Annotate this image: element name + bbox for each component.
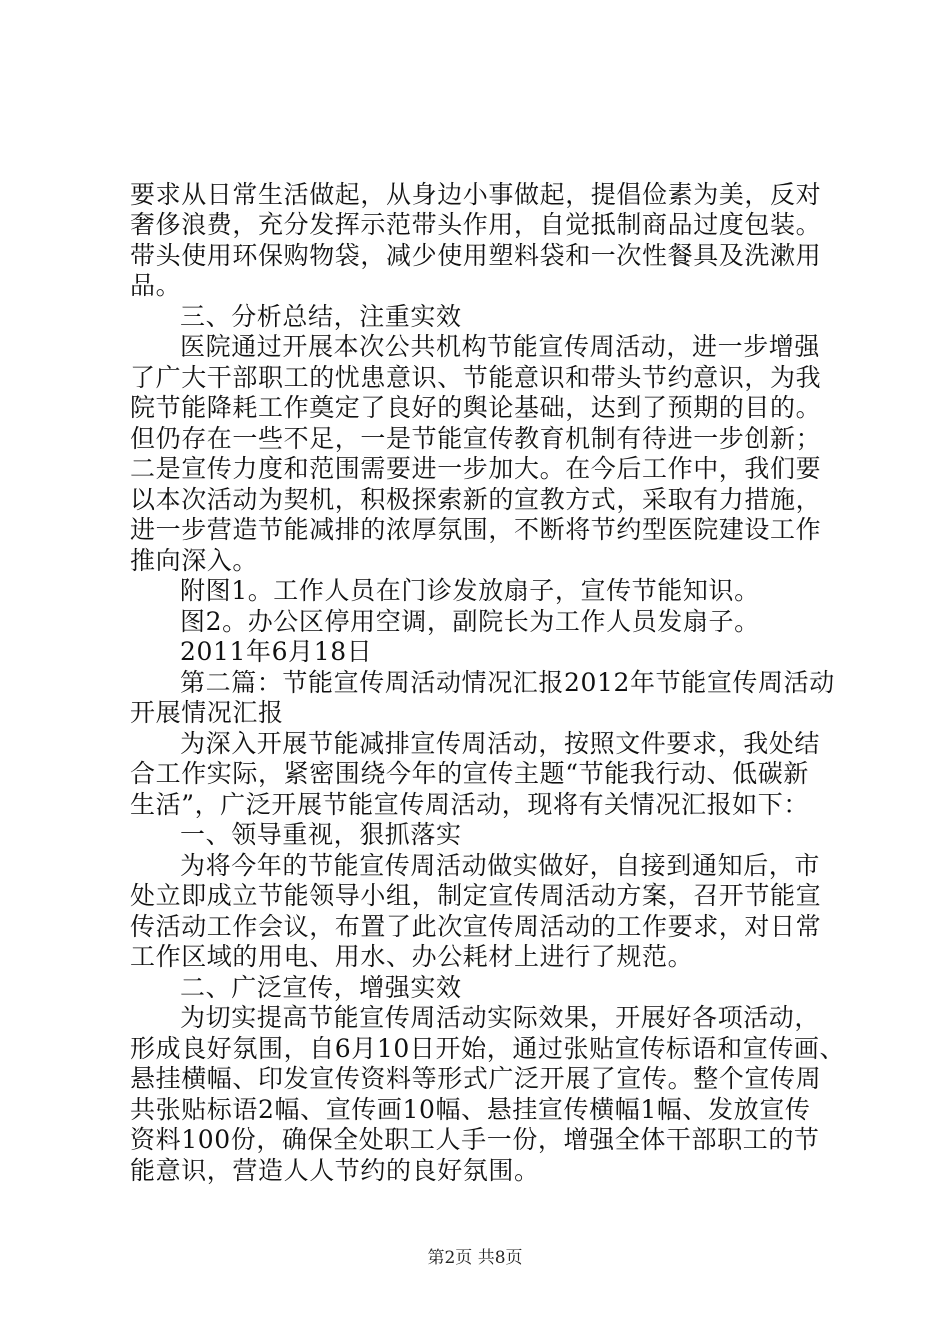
text-line: 推向深入。 (130, 546, 259, 575)
text-line: 二是宣传力度和范围需要进一步加大。在今后工作中，我们要 (130, 454, 822, 483)
text-line: 以本次活动为契机，积极探索新的宣教方式，采取有力措施， (130, 485, 822, 514)
text-line: 但仍存在一些不足，一是节能宣传教育机制有待进一步创新； (130, 424, 822, 453)
section-title: 开展情况汇报 (130, 698, 284, 727)
text-line: 共张贴标语2幅、宣传画10幅、悬挂宣传横幅1幅、发放宣传 (130, 1095, 811, 1124)
date-line: 2011年6月18日 (180, 637, 373, 666)
text-line: 进一步营造节能减排的浓厚氛围，不断将节约型医院建设工作 (130, 515, 822, 544)
section-title: 第二篇：节能宣传周活动情况汇报2012年节能宣传周活动 (180, 668, 835, 697)
text-line: 奢侈浪费，充分发挥示范带头作用，自觉抵制商品过度包装。 (130, 210, 822, 239)
text-line: 形成良好氛围，自6月10日开始，通过张贴宣传标语和宣传画、 (130, 1034, 846, 1063)
text-line: 悬挂横幅、印发宣传资料等形式广泛开展了宣传。整个宣传周 (130, 1064, 822, 1093)
text-line: 医院通过开展本次公共机构节能宣传周活动，进一步增强 (180, 332, 821, 361)
text-line: 带头使用环保购物袋，减少使用塑料袋和一次性餐具及洗漱用 (130, 241, 822, 270)
figure-caption: 附图1。工作人员在门诊发放扇子，宣传节能知识。 (180, 576, 760, 605)
section-heading: 一、领导重视，狠抓落实 (180, 820, 462, 849)
text-line: 能意识，营造人人节约的良好氛围。 (130, 1156, 540, 1185)
text-line: 院节能降耗工作奠定了良好的舆论基础，达到了预期的目的。 (130, 393, 822, 422)
text-line: 为切实提高节能宣传周活动实际效果，开展好各项活动， (180, 1003, 821, 1032)
text-line: 资料100份，确保全处职工人手一份，增强全体干部职工的节 (130, 1125, 820, 1154)
text-line: 合工作实际，紧密围绕今年的宣传主题“节能我行动、低碳新 (130, 759, 809, 788)
text-line: 传活动工作会议，布置了此次宣传周活动的工作要求，对日常 (130, 912, 822, 941)
text-line: 处立即成立节能领导小组，制定宣传周活动方案，召开节能宣 (130, 881, 822, 910)
section-heading: 二、广泛宣传，增强实效 (180, 973, 462, 1002)
text-line: 了广大干部职工的忧患意识、节能意识和带头节约意识，为我 (130, 363, 822, 392)
text-line: 生活”，广泛开展节能宣传周活动，现将有关情况汇报如下： (130, 790, 809, 819)
text-line: 为深入开展节能减排宣传周活动，按照文件要求，我处结 (180, 729, 821, 758)
section-heading: 三、分析总结，注重实效 (180, 302, 462, 331)
text-line: 要求从日常生活做起，从身边小事做起，提倡俭素为美，反对 (130, 180, 822, 209)
text-line: 为将今年的节能宣传周活动做实做好，自接到通知后，市 (180, 851, 821, 880)
text-line: 品。 (130, 271, 182, 300)
page-footer: 第2页 共8页 (427, 1248, 523, 1268)
text-line: 工作区域的用电、用水、办公耗材上进行了规范。 (130, 942, 694, 971)
figure-caption: 图2。办公区停用空调，副院长为工作人员发扇子。 (180, 607, 760, 636)
